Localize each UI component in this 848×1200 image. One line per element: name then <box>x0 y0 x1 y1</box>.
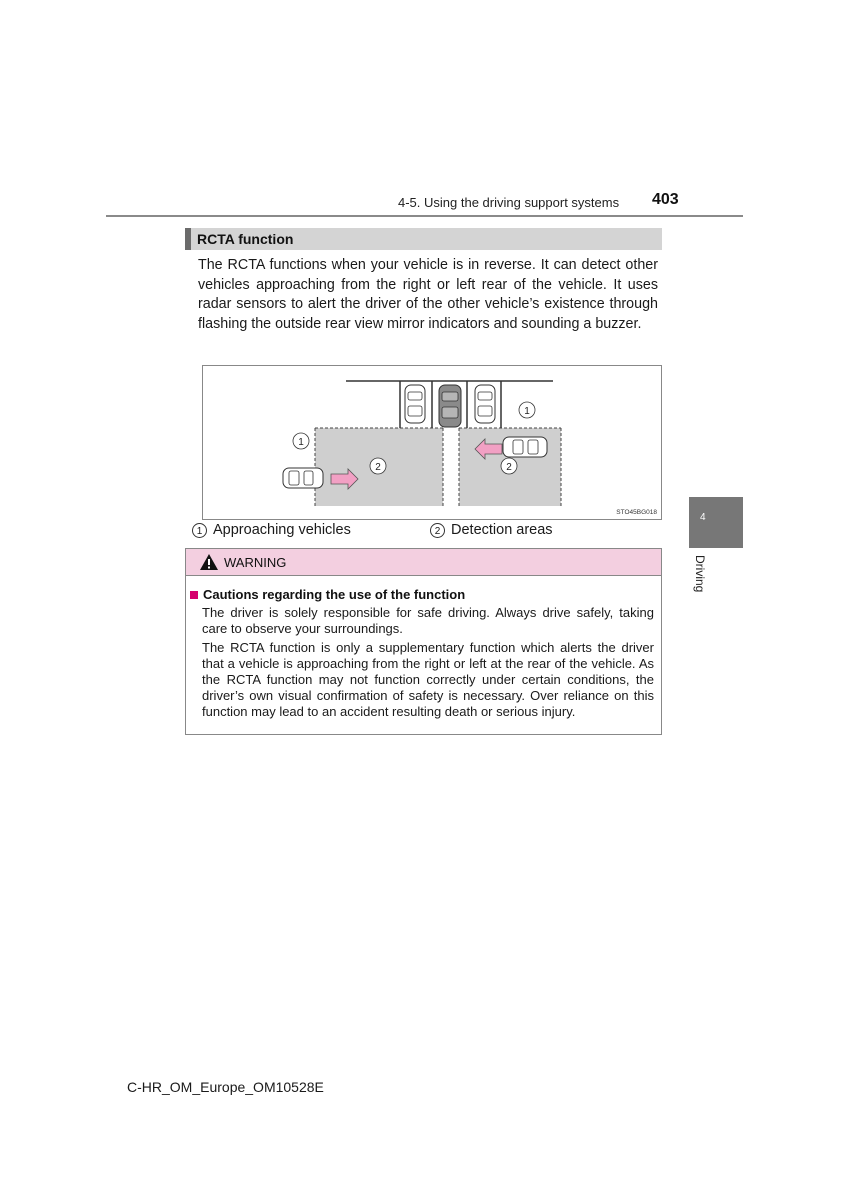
legend-number: 1 <box>192 523 207 538</box>
warning-label: WARNING <box>224 555 287 570</box>
approaching-car-right <box>503 437 547 457</box>
warning-header <box>186 549 661 576</box>
rcta-diagram <box>203 366 663 521</box>
caution-marker-icon <box>190 591 198 599</box>
rcta-illustration <box>202 365 662 520</box>
approaching-car-left <box>283 468 323 488</box>
warning-box <box>185 548 662 735</box>
warning-triangle-icon <box>199 553 219 571</box>
caution-heading <box>190 587 465 602</box>
subsection-heading <box>185 228 662 250</box>
callout-1-left: 1 <box>298 437 304 448</box>
chapter-label: Driving <box>693 555 707 593</box>
parked-car-left <box>405 385 425 423</box>
page-number: 403 <box>652 191 679 208</box>
subsection-title: RCTA function <box>197 231 294 247</box>
legend-number: 2 <box>430 523 445 538</box>
body-paragraph: The RCTA functions when your vehicle is in reverse. It can detect other vehicles approaching from the right or left rear of the vehicle. It uses radar sensors to alert the driver of the other vehicle’s existence through flashing the outside rear view mirror indicators and sounding a buzzer. <box>198 257 658 332</box>
section-title: 4-5. Using the driving support systems <box>398 195 620 210</box>
legend-text: Approaching vehicles <box>213 522 351 538</box>
legend-text: Detection areas <box>451 522 553 538</box>
figure-code: STO45BG018 <box>616 509 657 516</box>
legend-item-approaching <box>192 522 351 538</box>
callout-2-left: 2 <box>375 462 381 473</box>
warning-paragraph-2: The RCTA function is only a supplementary function which alerts the driver that a vehicle is approaching from the right or left at the rear of the vehicle. As the RCTA function may not function correctly under certain conditions, the driver’s own visual confirmation of safety is necessary. Over reliance on this function may lead to an accident resulting death or serious injury. <box>202 640 654 719</box>
callout-1-right: 1 <box>524 406 530 417</box>
callout-2-right: 2 <box>506 462 512 473</box>
caution-title: Cautions regarding the use of the function <box>203 587 466 602</box>
footer-code: C-HR_OM_Europe_OM10528E <box>127 1079 324 1095</box>
chapter-number: 4 <box>700 512 706 523</box>
parked-car-right <box>475 385 495 423</box>
header-rule <box>106 215 743 217</box>
legend-item-detection <box>430 522 553 538</box>
chapter-tab <box>689 497 743 548</box>
own-vehicle <box>439 385 461 427</box>
warning-paragraph-1: The driver is solely responsible for safe driving. Always drive safely, taking care to observe your surroundings. <box>202 605 654 636</box>
